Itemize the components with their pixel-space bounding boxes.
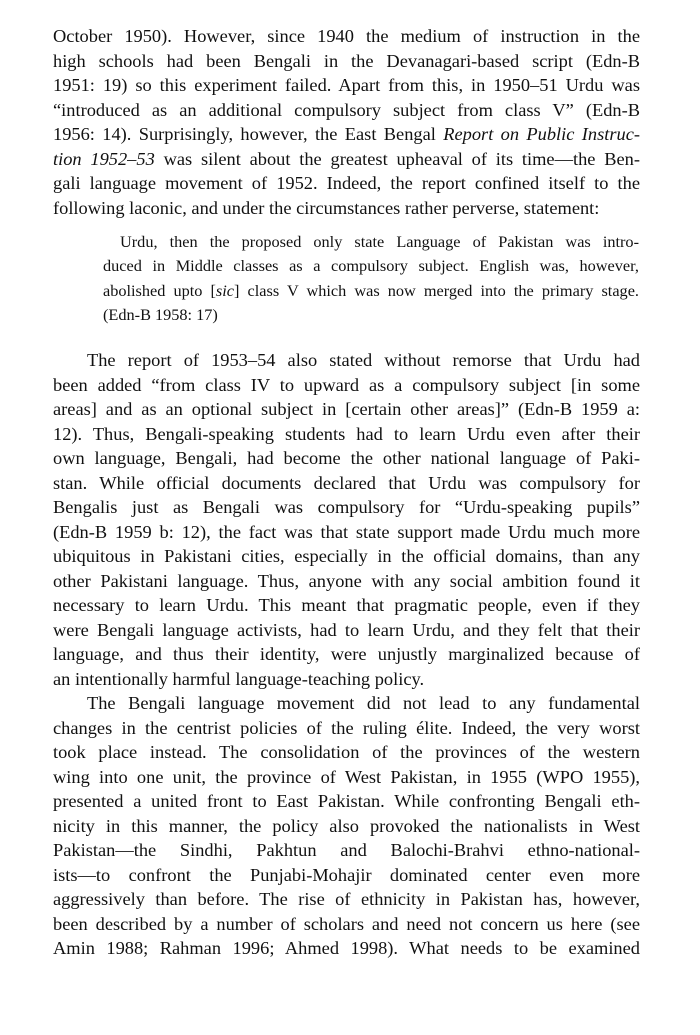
text-line: changes in the centrist policies of the ruling élite. Indeed, the very worst bbox=[53, 717, 640, 738]
text-segment: was silent about the greatest upheaval of its time—the Ben- bbox=[154, 148, 640, 169]
paragraph-1 bbox=[53, 24, 640, 220]
text-segment: ] class V which was now merged into the primary stage. bbox=[234, 280, 639, 300]
paragraph-3 bbox=[53, 691, 640, 961]
text-line: “introduced as an additional compulsory subject from class V” (Edn-B bbox=[53, 99, 640, 120]
text-line: areas] and as an optional subject in [certain other areas]” (Edn-B 1959 a: bbox=[53, 399, 640, 420]
text-line: high schools had been Bengali in the Devanagari-based script (Edn-B bbox=[53, 50, 640, 71]
text-line: presented a united front to East Pakistan. While confronting Bengali eth- bbox=[53, 791, 640, 812]
text-line: Bengalis just as Bengali was compulsory for “Urdu-speaking pupils” bbox=[53, 497, 640, 518]
text-line: (Edn-B 1959 b: 12), the fact was that state support made Urdu much more bbox=[53, 521, 640, 542]
text-line: other Pakistani language. Thus, anyone with any social ambition found it bbox=[53, 570, 640, 591]
text-line: ubiquitous in Pakistani cities, especially in the official domains, than any bbox=[53, 546, 640, 567]
text-line: 1951: 19) so this experiment failed. Apart from this, in 1950–51 Urdu was bbox=[53, 75, 640, 95]
italic-title: tion 1952–53 bbox=[53, 148, 155, 169]
text-line: stan. While official documents declared that Urdu was compulsory for bbox=[53, 472, 640, 493]
text-line: aggressively than before. The rise of ethnicity in Pakistan has, however, bbox=[53, 889, 640, 910]
text-line: The Bengali language movement did not lead to any fundamental bbox=[87, 693, 640, 714]
text-line: necessary to learn Urdu. This meant that pragmatic people, even if they bbox=[53, 595, 640, 616]
quote-line bbox=[103, 279, 639, 303]
paragraph-2 bbox=[53, 348, 640, 691]
italic-sic: sic bbox=[215, 280, 235, 300]
text-line: language, and thus their identity, were unjustly marginalized because of bbox=[53, 644, 640, 665]
text-line: nicity in this manner, the policy also provoked the nationalists in West bbox=[53, 815, 640, 836]
text-line: The report of 1953–54 also stated without remorse that Urdu had bbox=[87, 350, 640, 371]
text-line: wing into one unit, the province of West Pakistan, in 1955 (WPO 1955), bbox=[53, 766, 640, 787]
block-quote bbox=[103, 230, 639, 327]
text-line: an intentionally harmful language-teaching policy. bbox=[53, 668, 425, 689]
document-page bbox=[53, 24, 640, 961]
text-line: ists—to confront the Punjabi-Mohajir dominated center even more bbox=[53, 864, 640, 885]
quote-line: duced in Middle classes as a compulsory subject. English was, however, bbox=[103, 256, 639, 276]
text-line: 12). Thus, Bengali-speaking students had to learn Urdu even after their bbox=[53, 423, 640, 444]
text-line: Pakistan—the Sindhi, Pakhtun and Balochi-Brahvi ethno-national- bbox=[53, 840, 640, 861]
text-line bbox=[53, 122, 640, 147]
quote-citation: (Edn-B 1958: 17) bbox=[103, 304, 218, 324]
quote-line: Urdu, then the proposed only state Language of Pakistan was intro- bbox=[120, 232, 639, 251]
italic-title: Report on Public Instruc- bbox=[443, 124, 640, 144]
text-line: October 1950). However, since 1940 the medium of instruction in the bbox=[53, 26, 640, 46]
text-line: own language, Bengali, had become the other national language of Paki- bbox=[53, 448, 640, 469]
text-line: following laconic, and under the circumstances rather perverse, statement: bbox=[53, 197, 600, 218]
text-line bbox=[53, 147, 640, 172]
text-line: been described by a number of scholars and need not concern us here (see bbox=[53, 913, 640, 934]
text-line: took place instead. The consolidation of the provinces of the western bbox=[53, 742, 640, 763]
text-line: Amin 1988; Rahman 1996; Ahmed 1998). What needs to be examined bbox=[53, 938, 640, 959]
text-segment: abolished upto [ bbox=[103, 280, 216, 300]
text-line: gali language movement of 1952. Indeed, the report confined itself to the bbox=[53, 173, 640, 193]
text-line: were Bengali language activists, had to learn Urdu, and they felt that their bbox=[53, 619, 640, 640]
text-segment: 1956: 14). Surprisingly, however, the East Bengal bbox=[53, 124, 444, 144]
text-line: been added “from class IV to upward as a compulsory subject [in some bbox=[53, 374, 640, 395]
